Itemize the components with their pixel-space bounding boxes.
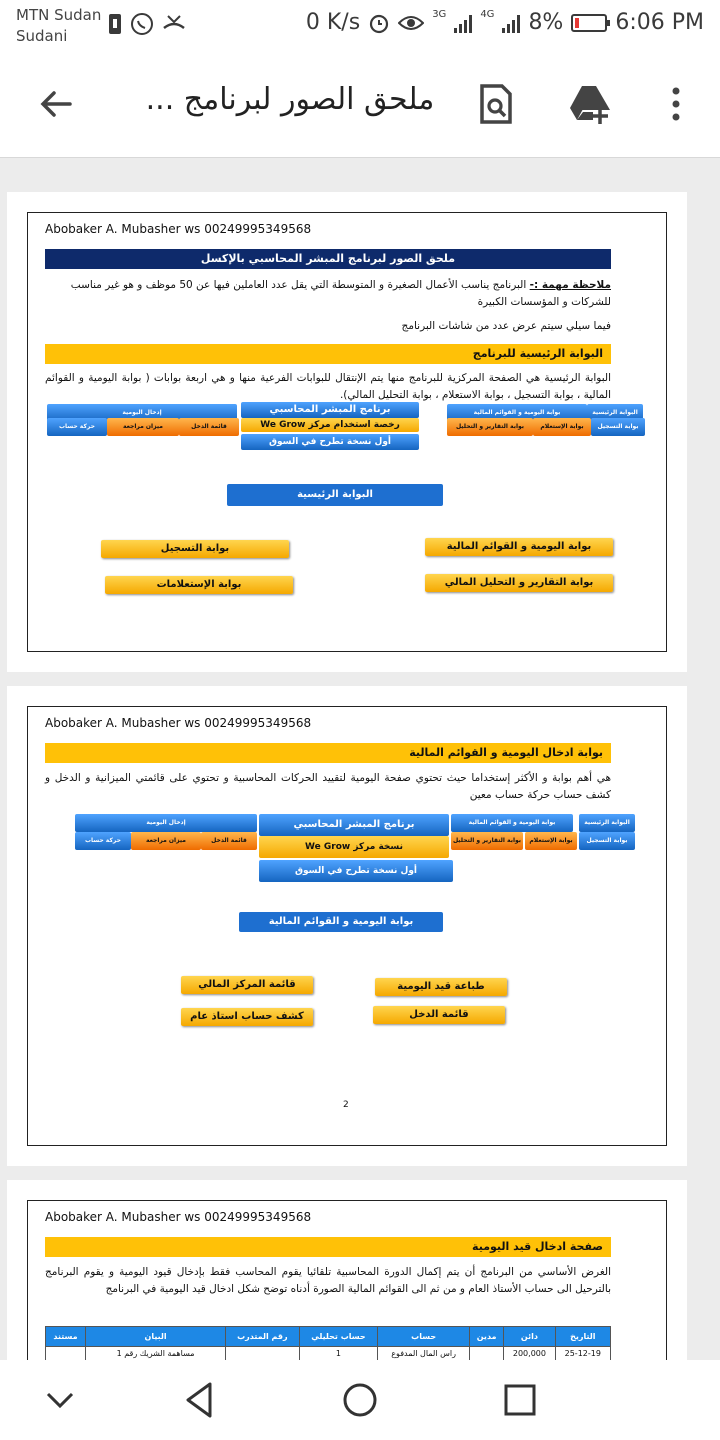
table-header-row [46, 1327, 611, 1347]
menu-right-1: بوابة التقارير و التحليل [447, 418, 533, 436]
menu-right-top-1: بوابة اليومية و القوائم المالية [451, 814, 573, 832]
menu-first-copy: أول نسخة تطرح في السوق [241, 434, 419, 450]
system-nav-bar [0, 1360, 720, 1440]
document-title: ملحق الصور لبرنامج ... [145, 82, 435, 117]
menu-left-2: ميزان مراجعة [107, 418, 179, 436]
menu-left-top: إدخال اليومية [75, 814, 257, 832]
status-bar [0, 0, 720, 54]
menu-right-top-1: بوابة اليومية و القوائم المالية [447, 404, 587, 422]
menu-left-top: إدخال اليومية [47, 404, 237, 422]
col-sub-account: حساب تحليلي [299, 1327, 378, 1347]
carrier-name: MTN Sudan Sudani [16, 6, 102, 45]
app-bar [0, 54, 720, 158]
section-paragraph: البوابة الرئيسية هي الصفحة المركزية للبرنامج منها يتم الإنتقال للبوابات الفرعية منها و هي اربعة بوابات ( بوابة اليومية و القوائم المالية ، بوابة التسجيل ، بوابة الاستعلام ، بوابة التحليل المالي). [45, 372, 611, 401]
note-paragraph [45, 277, 611, 311]
menu-main-title: برنامج المبشر المحاسبي [259, 814, 449, 836]
battery-icon [571, 14, 607, 32]
more-vert-icon[interactable] [654, 82, 698, 126]
system-status [306, 10, 704, 35]
col-description: البيان [86, 1327, 226, 1347]
nav-recents-icon[interactable] [500, 1380, 540, 1420]
menu-right-3: بوابة التسجيل [579, 832, 635, 850]
author-line: Abobaker A. Mubasher ws 00249995349568 [45, 222, 312, 236]
eye-icon [398, 13, 424, 33]
portal-button-2: بوابة اليومية و القوائم المالية [425, 538, 613, 556]
clock: 6:06 PM [615, 10, 704, 35]
battery-percent: 8% [528, 10, 564, 35]
col-account: حساب [378, 1327, 470, 1347]
section-heading: بوابة ادخال اليومية و القوائم المالية [45, 743, 611, 763]
document-page-1 [7, 192, 687, 672]
portal-button-1: قائمة المركز المالي [181, 976, 313, 994]
portal-button-3: كشف حساب استاذ عام [181, 1008, 313, 1026]
menu-right-1: بوابة التقارير و التحليل [451, 832, 523, 850]
document-viewer[interactable] [0, 160, 720, 1360]
col-credit: دائن [504, 1327, 555, 1347]
add-to-drive-icon[interactable] [568, 82, 612, 126]
notification-icons [108, 12, 186, 36]
chevron-down-icon[interactable] [40, 1380, 80, 1420]
menu-left-1: حركة حساب [47, 418, 107, 436]
nav-back-icon[interactable] [180, 1380, 220, 1420]
section-heading: البوابة الرئيسية للبرنامج [45, 344, 611, 364]
portal-button-4: بوابة التقارير و التحليل المالي [425, 574, 613, 592]
menu-license: نسخة مركز We Grow [259, 836, 449, 858]
doc-banner: ملحق الصور لبرنامج المبشر المحاسبي بالإكسل [45, 249, 611, 269]
author-line: Abobaker A. Mubasher ws 00249995349568 [45, 1210, 312, 1224]
nav-home-icon[interactable] [340, 1380, 380, 1420]
find-in-page-icon[interactable] [474, 82, 518, 126]
signal-icon [454, 13, 472, 33]
note-label: ملاحظة مهمة :- [529, 279, 611, 291]
menu-left-2: ميزان مراجعة [131, 832, 201, 850]
menu-license: رخصة استخدام مركز We Grow [241, 418, 419, 432]
portal-button-1: بوابة التسجيل [101, 540, 289, 558]
menu-left-1: حركة حساب [75, 832, 131, 850]
whatsapp-icon [130, 12, 154, 36]
menu-right-3: بوابة التسجيل [591, 418, 645, 436]
menu-left-3: قائمة الدخل [179, 418, 239, 436]
table-row: 25-12-19 200,000 راس المال المدفوع 1 مساهمة الشريك رقم 1 [46, 1347, 611, 1361]
menu-first-copy: أول نسخة تطرح في السوق [259, 860, 453, 882]
col-date: التاريخ [555, 1327, 610, 1347]
portal-button-3: بوابة الإستعلامات [105, 576, 293, 594]
back-arrow-icon[interactable] [36, 84, 76, 124]
section-paragraph: الغرض الأساسي من البرنامج أن يتم إكمال الدورة المحاسبية تلقائيا يقوم المحاسب فقط بإدخال قيود اليومية و يقوم البرنامج بالترحيل الى حساب الأستاذ العام و من ثم الى القوائم المالية الصورة أدناه توضح شكل ادخال قيد اليومية في البرنامج [45, 1266, 611, 1295]
document-page-3 [7, 1180, 687, 1360]
portal-title: بوابة اليومية و القوائم المالية [239, 912, 443, 932]
portal-button-4: قائمة الدخل [373, 1006, 505, 1024]
document-page-2 [7, 686, 687, 1166]
journal-table [45, 1326, 611, 1360]
col-debit: مدين [470, 1327, 504, 1347]
missed-call-icon [162, 12, 186, 36]
menu-right-top-2: البوابة الرئيسية [579, 814, 635, 832]
note-text: البرنامج يناسب الأعمال الصغيرة و المتوسطة التي يقل عدد العاملين فيها عن 50 موظف و هو غير مناسب للشركات و المؤسسات الكبيرة [70, 279, 611, 308]
net-type-1: 3G [432, 9, 447, 20]
alarm-icon [368, 12, 390, 34]
page-number: 2 [343, 1100, 349, 1110]
section-heading: صفحة ادخال قيد اليومية [45, 1237, 611, 1257]
menu-right-2: بوابة الإستعلام [533, 418, 591, 436]
section-paragraph: هي أهم بوابة و الأكثر إستخداما حيث تحتوي صفحة اليومية لتقييد الحركات المحاسبية و تحتوي على قائمتي الميزانية و الدخل و كشف حساب حركة حساب معين [45, 772, 611, 801]
portal-button-2: طباعة قيد اليومية [375, 978, 507, 996]
menu-right-2: بوابة الإستعلام [525, 832, 577, 850]
author-line: Abobaker A. Mubasher ws 00249995349568 [45, 716, 312, 730]
net-type-2: 4G [480, 9, 495, 20]
net-speed: 0 K/s [305, 10, 361, 35]
menu-right-top-2: البوابة الرئيسية [587, 404, 643, 422]
portal-title: البوابة الرئيسية [227, 484, 443, 506]
menu-left-3: قائمة الدخل [201, 832, 257, 850]
col-document: مستند [46, 1327, 86, 1347]
signal-icon-2 [502, 13, 520, 33]
menu-main-title: برنامج المبشر المحاسبي [241, 402, 419, 418]
sim-icon [108, 13, 122, 35]
col-trainee-no: رقم المتدرب [226, 1327, 300, 1347]
intro-text: فيما سيلي سيتم عرض عدد من شاشات البرنامج [401, 320, 611, 332]
